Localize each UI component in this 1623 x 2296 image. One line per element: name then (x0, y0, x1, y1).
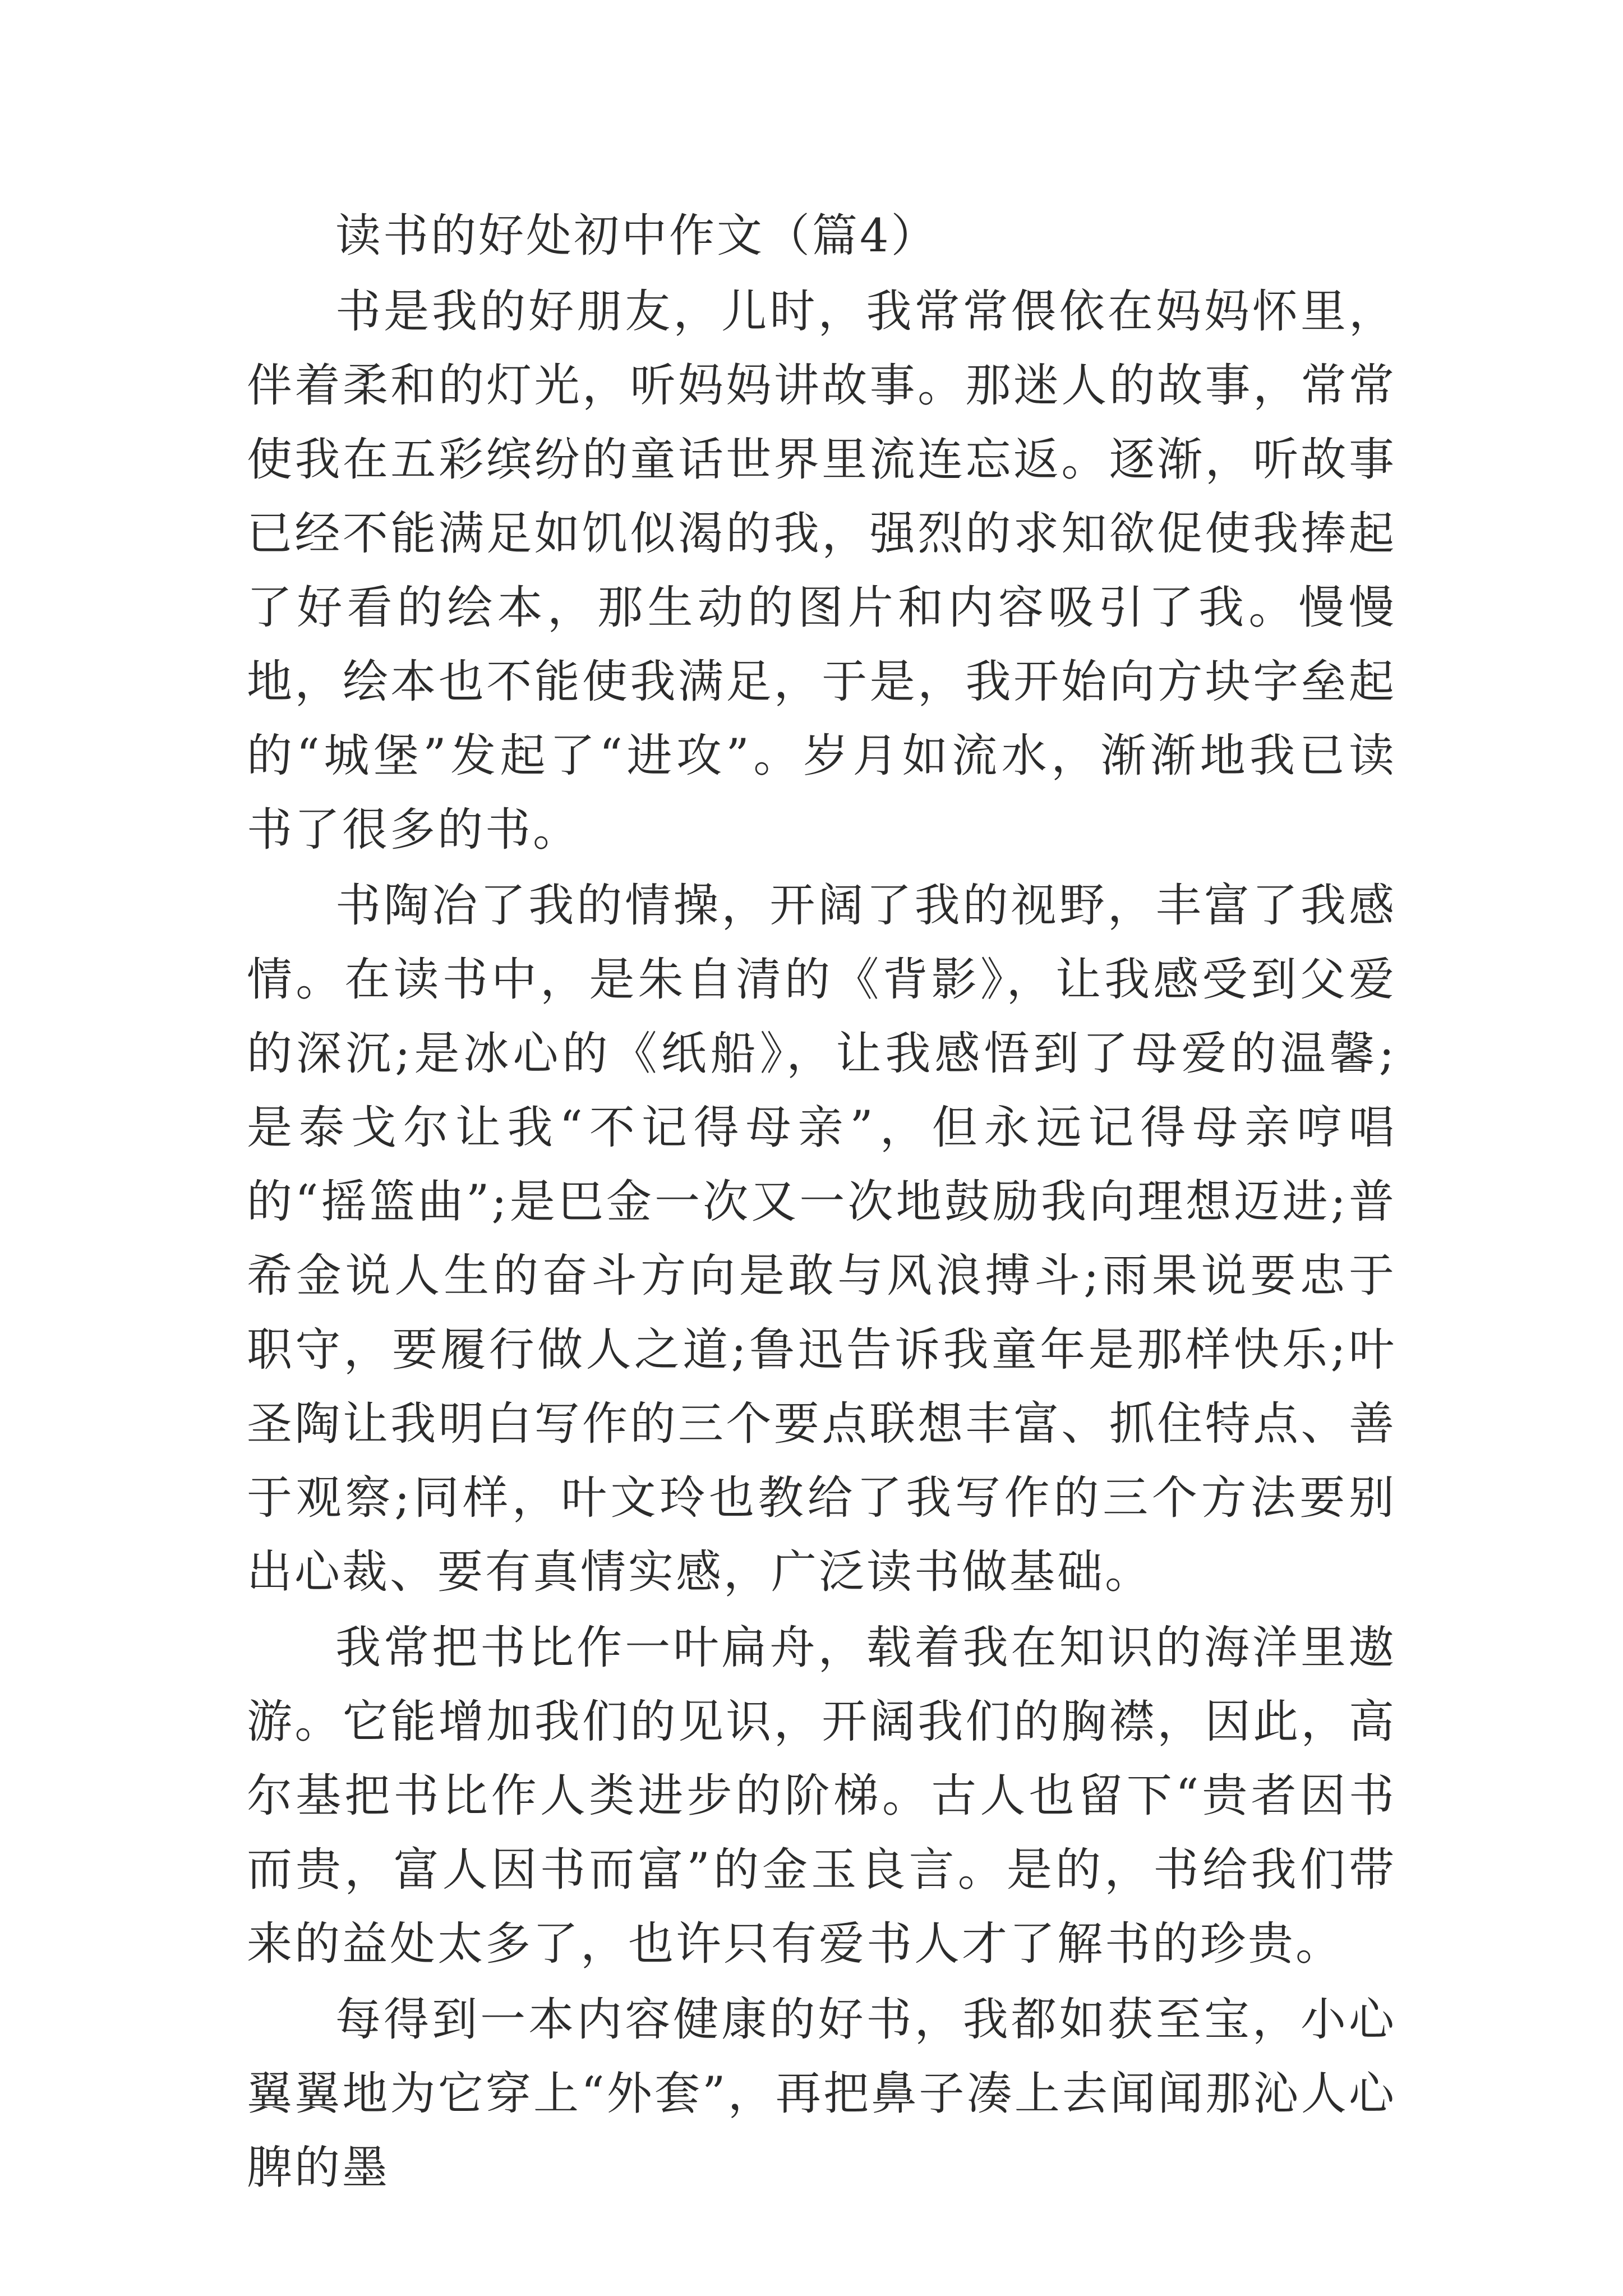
paragraph-3: 我常把书比作一叶扁舟，载着我在知识的海洋里遨游。它能增加我们的见识，开阔我们的胸襟，因此，高尔基把书比作人类进步的阶梯。古人也留下“贵者因书而贵，富人因书而富”的金玉良言。是的，书给我们带来的益处太多了，也许只有爱书人才了解书的珍贵。 (247, 1622, 1396, 1971)
paragraph-2: 书陶冶了我的情操，开阔了我的视野，丰富了我感情。在读书中，是朱自清的《背影》，让我感受到父爱的深沉;是冰心的《纸船》，让我感悟到了母爱的温馨;是泰戈尔让我“不记得母亲”，但永远记得母亲哼唱的“摇篮曲”;是巴金一次又一次地鼓励我向理想迈进;普希金说人生的奋斗方向是敢与风浪搏斗;雨果说要忠于职守，要履行做人之道;鲁迅告诉我童年是那样快乐;叶圣陶让我明白写作的三个要点联想丰富、抓住特点、善于观察;同样，叶文玲也教给了我写作的三个方法要别出心裁、要有真情实感，广泛读书做基础。 (247, 880, 1396, 1599)
document-title: 读书的好处初中作文（篇4） (335, 210, 939, 263)
document-body (247, 199, 1396, 2207)
paragraph-4: 每得到一本内容健康的好书，我都如获至宝，小心翼翼地为它穿上“外套”，再把鼻子凑上去闻闻那沁人心脾的墨 (247, 1994, 1396, 2194)
paragraph-1: 书是我的好朋友，儿时，我常常偎依在妈妈怀里，伴着柔和的灯光，听妈妈讲故事。那迷人的故事，常常使我在五彩缤纷的童话世界里流连忘返。逐渐，听故事已经不能满足如饥似渴的我，强烈的求知欲促使我捧起了好看的绘本，那生动的图片和内容吸引了我。慢慢地，绘本也不能使我满足，于是，我开始向方块字垒起的“城堡”发起了“进攻”。岁月如流水，渐渐地我已读书了很多的书。 (247, 286, 1396, 857)
